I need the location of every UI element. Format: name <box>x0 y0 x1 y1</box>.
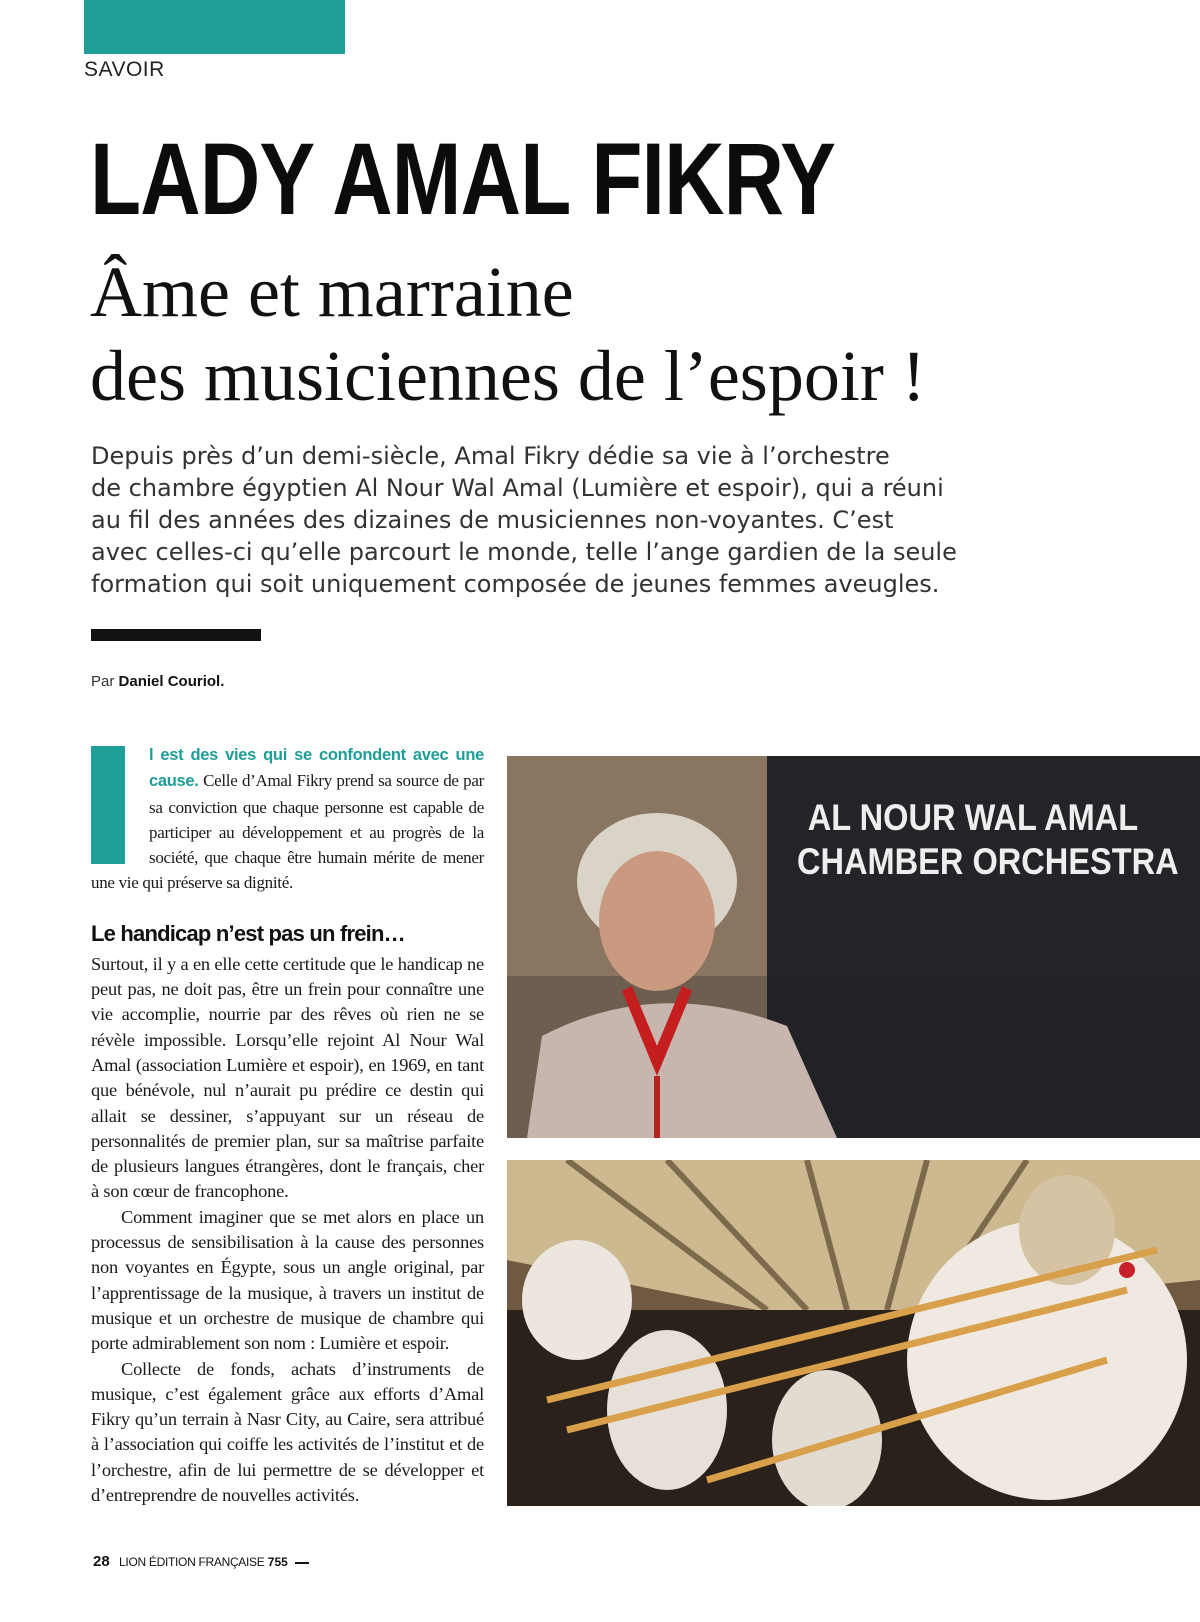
drop-cap-letter-i <box>91 746 125 864</box>
byline <box>91 673 224 690</box>
lead-line: au fil des années des dizaines de musiciennes non-voyantes. C’est <box>91 506 894 534</box>
article-title: LADY AMAL FIKRY <box>90 122 836 236</box>
orchestra-sign <box>797 796 1179 884</box>
body-paragraph: Comment imaginer que se met alors en place un processus de sensibilisation à la cause des personnes non voyantes en Égypte, sous un angle original, par l’apprentissage de la musique, à travers un institut de musique et un orchestre de musique de chambre qui porte admirablement son nom : Lumière et espoir. <box>91 1206 484 1354</box>
section-label: SAVOIR <box>84 58 165 81</box>
intro-text: Celle d’Amal Fikry prend sa source de par sa conviction que chaque personne est capable de participer au développement et au progrès de la société, que chaque être humain mérite de mener une vie qui préserve sa dignité. <box>91 771 484 893</box>
subtitle-line: Âme et marraine <box>90 252 574 332</box>
body-paragraph: Collecte de fonds, achats d’instruments de musique, c’est également grâce aux efforts d’Amal Fikry qu’un terrain à Nasr City, au Caire, sera attribué à l’association qui coiffe les activités de l’institut et de l’orchestre, afin de lui permettre de se développer et d’entreprendre de nouvelles activités. <box>91 1358 484 1506</box>
section-color-tab <box>84 0 345 54</box>
orchestra-illustration <box>507 1160 1200 1506</box>
body-paragraph: Surtout, il y a en elle cette certitude que le handicap ne peut pas, ne doit pas, être un frein pour connaître une vie accomplie, nourrie par des rêves où rien ne se révèle impossible. Lorsqu’elle rejoint Al Nour Wal Amal (association Lumière et espoir), en 1969, en tant que bénévole, nul n’aurait pu prédire ce destin qui allait se dessiner, s’appuyant sur un réseau de personnalités de premier plan, sur sa maîtrise parfaite de plusieurs langues étrangères, dont le français, cher à son cœur de francophone. <box>91 953 484 1202</box>
intro-paragraph <box>91 742 484 896</box>
lead-line: formation qui soit uniquement composée de jeunes femmes aveugles. <box>91 570 940 598</box>
intro-lead-in: l est des vies qui se confondent avec une cause. <box>149 746 484 791</box>
page-number: 28 <box>93 1553 110 1570</box>
lead-line: Depuis près d’un demi-siècle, Amal Fikry dédie sa vie à l’orchestre <box>91 442 890 470</box>
article-subtitle <box>90 250 926 418</box>
article-lead <box>91 440 1101 600</box>
subtitle-line: des musiciennes de l’espoir ! <box>90 336 926 416</box>
divider-rule <box>91 629 261 641</box>
byline-author: Daniel Couriol. <box>118 673 225 690</box>
sign-line: CHAMBER ORCHESTRA <box>797 841 1179 882</box>
lead-line: avec celles-ci qu’elle parcourt le monde, telle l’ange gardien de la seule <box>91 538 957 566</box>
article-subheading: Le handicap n’est pas un frein… <box>91 920 405 946</box>
article-body <box>91 952 484 1509</box>
page-footer <box>93 1553 309 1570</box>
article-body-column <box>91 742 484 1508</box>
sign-line: AL NOUR WAL AMAL <box>807 797 1139 838</box>
lead-line: de chambre égyptien Al Nour Wal Amal (Lumière et espoir), qui a réuni <box>91 474 944 502</box>
photo-amal-fikry-portrait <box>507 756 1200 1138</box>
photo-orchestra-trombones <box>507 1160 1200 1506</box>
footer-dash <box>295 1562 309 1564</box>
byline-prefix: Par <box>91 673 115 690</box>
magazine-name: LION ÉDITION FRANÇAISE <box>119 1555 265 1569</box>
issue-number: 755 <box>267 1555 288 1569</box>
